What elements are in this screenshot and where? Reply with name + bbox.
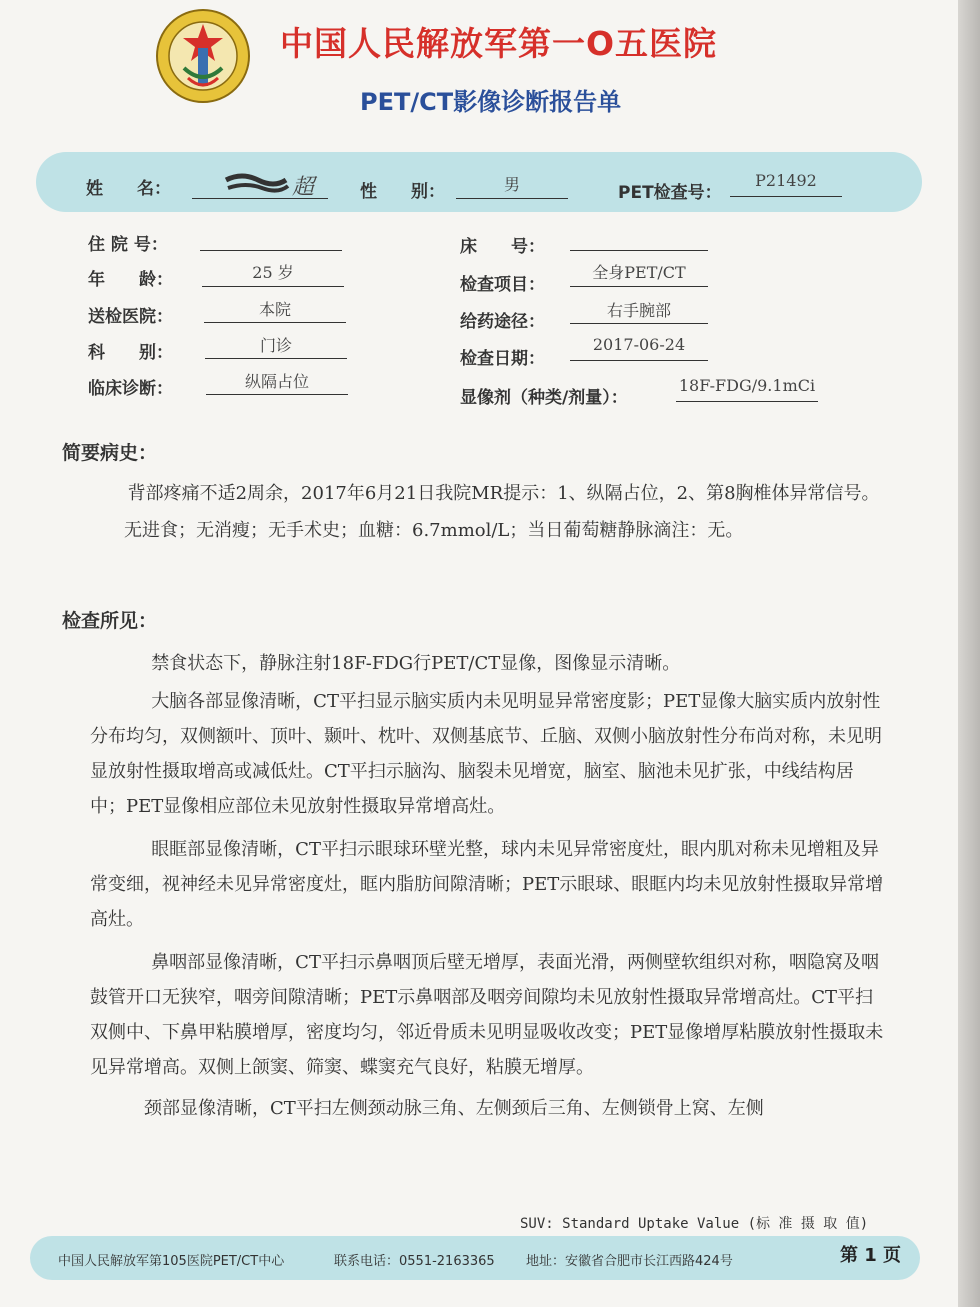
diagnosis-value: 纵隔占位 — [244, 372, 309, 391]
footer-center: 中国人民解放军第105医院PET/CT中心 — [58, 1254, 285, 1269]
hospital-label: 送检医院： — [88, 307, 173, 327]
route-underline — [570, 323, 708, 324]
footer-address: 地址：安徽省合肥市长江西路424号 — [526, 1254, 733, 1269]
date-label: 检查日期： — [460, 349, 545, 369]
name-value: 超 — [292, 175, 315, 200]
sex-label: 性 别： — [360, 182, 445, 202]
findings-paragraph: 颈部显像清晰，CT平扫左侧颈动脉三角、左侧颈后三角、左侧锁骨上窝、左侧 — [144, 1098, 764, 1119]
paper-edge — [958, 0, 980, 1307]
date-value: 2017-06-24 — [592, 335, 686, 354]
findings-paragraph: 大脑各部显像清晰，CT平扫显示脑实质内未见明显异常密度影；PET显像大脑实质内放射性分布均匀，双侧额叶、顶叶、颞叶、枕叶、双侧基底节、丘脑、双侧小脑放射性分布尚对称，未见明显放射性摄取增高或减低灶。CT平扫示脑沟、脑裂未见增宽，脑室、脑池未见扩张，中线结构居中；PET显像相应部位未见放射性摄取异常增高灶。 — [90, 691, 882, 817]
sex-value: 男 — [503, 175, 520, 194]
hospital-value: 本院 — [258, 300, 291, 319]
findings-paragraph: 鼻咽部显像清晰，CT平扫示鼻咽顶后壁无增厚，表面光滑，两侧壁软组织对称，咽隐窝及咽鼓管开口无狭窄，咽旁间隙清晰；PET示鼻咽部及咽旁间隙均未见放射性摄取异常增高灶。CT平扫双侧中、下鼻甲粘膜增厚，密度均匀，邻近骨质未见明显吸收改变；PET显像增厚粘膜放射性摄取未见异常增高。双侧上颌窦、筛窦、蝶窦充气良好，粘膜无增厚。 — [90, 952, 884, 1078]
hospital-name: 中国人民解放军第一O五医院 — [280, 24, 718, 63]
pet-no-label: PET检查号： — [618, 183, 722, 203]
age-value: 25 岁 — [252, 263, 294, 282]
date-underline — [570, 360, 708, 361]
findings-paragraph: 眼眶部显像清晰，CT平扫示眼球环壁光整，球内未见异常密度灶，眼内肌对称未见增粗及异常变细，视神经未见异常密度灶，眶内脂肪间隙清晰；PET示眼球、眼眶内均未见放射性摄取异常增高灶。 — [90, 839, 884, 930]
hospital-underline — [204, 322, 346, 323]
bed-underline — [570, 250, 708, 251]
admission-underline — [200, 250, 342, 251]
dept-value: 门诊 — [259, 336, 292, 355]
redacted-name-scribble — [222, 166, 332, 200]
history-text — [88, 476, 888, 548]
exam-item-underline — [570, 286, 708, 287]
admission-label: 住 院 号： — [88, 235, 168, 255]
name-underline — [192, 198, 328, 199]
history-paragraph: 背部疼痛不适2周余，2017年6月21日我院MR提示：1、纵隔占位，2、第8胸椎体异常信号。 — [127, 483, 880, 504]
findings-text — [90, 646, 886, 1126]
name-label: 姓 名： — [86, 179, 171, 199]
diagnosis-underline — [206, 394, 348, 395]
route-label: 给药途径： — [460, 312, 545, 332]
report-title: PET/CT影像诊断报告单 — [360, 88, 622, 116]
agent-underline — [676, 401, 818, 402]
agent-label: 显像剂（种类/剂量）： — [460, 388, 628, 408]
dept-underline — [205, 358, 347, 359]
history-paragraph: 无进食；无消瘦；无手术史；血糖：6.7mmol/L；当日葡萄糖静脉滴注：无。 — [124, 520, 744, 541]
route-value: 右手腕部 — [606, 301, 671, 320]
hospital-emblem-icon — [148, 6, 258, 106]
pet-no-underline — [730, 196, 842, 197]
sex-underline — [456, 198, 568, 199]
findings-paragraph: 禁食状态下，静脉注射18F-FDG行PET/CT显像，图像显示清晰。 — [151, 653, 681, 674]
history-heading: 简要病史： — [62, 442, 158, 464]
exam-item-label: 检查项目： — [460, 275, 545, 295]
dept-label: 科 别： — [88, 343, 173, 363]
diagnosis-label: 临床诊断： — [88, 379, 173, 399]
age-label: 年 龄： — [88, 270, 173, 290]
bed-label: 床 号： — [460, 237, 545, 257]
exam-item-value: 全身PET/CT — [592, 263, 686, 282]
age-underline — [202, 286, 344, 287]
suv-note: SUV: Standard Uptake Value (标 准 摄 取 值) — [520, 1216, 869, 1232]
agent-value: 18F-FDG/9.1mCi — [678, 376, 816, 395]
page-number: 第 1 页 — [840, 1245, 902, 1266]
pet-no-value: P21492 — [755, 171, 817, 190]
findings-heading: 检查所见： — [62, 610, 158, 632]
footer-phone: 联系电话：0551-2163365 — [334, 1254, 495, 1269]
